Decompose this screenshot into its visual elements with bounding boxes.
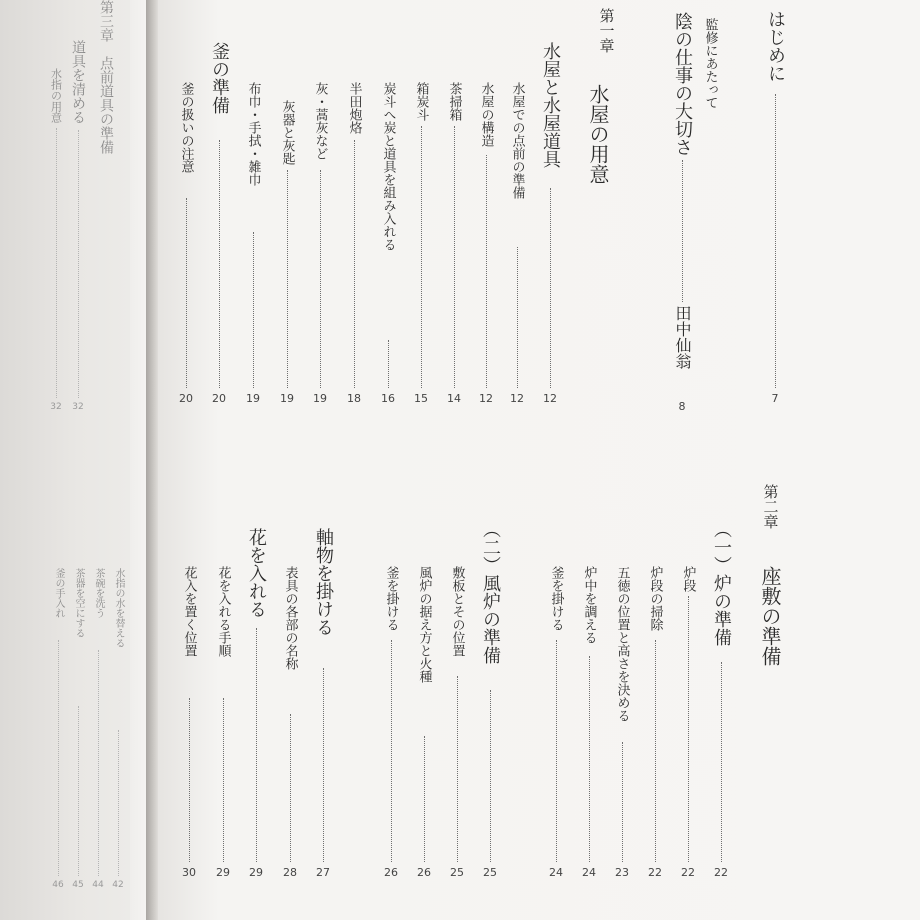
- dot-leader: [454, 126, 455, 388]
- toc-entry-title: 第二章: [761, 484, 780, 529]
- toc-entry-title: 釜を掛ける: [383, 566, 399, 631]
- dot-leader: [219, 140, 220, 388]
- left-toc-entry-title: 第三章 点前道具の準備: [98, 0, 114, 154]
- toc-page-number: 23: [615, 866, 629, 879]
- toc-entry-title: 釜の準備: [209, 42, 230, 114]
- toc-entry-title: 釜の扱いの注意: [178, 82, 194, 173]
- left-toc-entry-title: 茶碗を洗う: [93, 568, 104, 618]
- toc-entry-title: 半田炮烙: [346, 82, 362, 134]
- left-toc-entry-title: 釜の手入れ: [53, 568, 64, 618]
- dot-leader: [424, 736, 425, 862]
- toc-page-number: 27: [316, 866, 330, 879]
- toc-page-number: 19: [280, 392, 294, 405]
- dot-leader: [388, 340, 389, 388]
- dot-leader: [655, 640, 656, 862]
- toc-page-number: 26: [417, 866, 431, 879]
- dot-leader: [457, 676, 458, 862]
- toc-entry-title: はじめに: [765, 10, 786, 82]
- toc-page-number: 20: [212, 392, 226, 405]
- dot-leader: [323, 668, 324, 862]
- right-page: [158, 0, 920, 920]
- toc-entry-title: 花を入れる: [246, 528, 267, 618]
- toc-page-number: 18: [347, 392, 361, 405]
- toc-entry-title: 茶掃箱: [446, 82, 462, 121]
- toc-entry-title: 座敷の準備: [758, 566, 782, 666]
- left-toc-page-number: 42: [112, 880, 124, 890]
- dot-leader: [354, 140, 355, 388]
- toc-page-number: 15: [414, 392, 428, 405]
- toc-entry-title: 軸物を掛ける: [313, 528, 334, 636]
- toc-entry-title: 風炉の据え方と火種: [416, 566, 432, 683]
- toc-entry-title: 花を入れる手順: [215, 566, 231, 657]
- toc-entry-title: 炉段の掃除: [647, 566, 663, 631]
- toc-page-number: 19: [313, 392, 327, 405]
- toc-entry-title: （一）炉の準備: [711, 520, 732, 646]
- dot-leader: [775, 94, 776, 388]
- toc-entry-title: 敷板とその位置: [449, 566, 465, 657]
- dot-leader: [490, 690, 491, 862]
- dot-leader: [421, 126, 422, 388]
- toc-page-number: 22: [648, 866, 662, 879]
- toc-page-number: 22: [681, 866, 695, 879]
- dot-leader: [56, 128, 57, 398]
- toc-entry-title: 布巾・手拭・雑巾: [245, 82, 261, 186]
- dot-leader: [517, 247, 518, 388]
- toc-page-number: 28: [283, 866, 297, 879]
- dot-leader: [589, 656, 590, 862]
- left-toc-entry-title: 茶器を空にする: [73, 568, 84, 638]
- toc-entry-title: 陰の仕事の大切さ: [672, 12, 693, 156]
- toc-page-number: 24: [549, 866, 563, 879]
- toc-entry-title: 水屋での点前の準備: [509, 82, 525, 199]
- toc-page-number: 12: [510, 392, 524, 405]
- dot-leader: [682, 160, 683, 302]
- toc-entry-title: 釜を掛ける: [548, 566, 564, 631]
- left-toc-page-number: 32: [50, 402, 62, 412]
- dot-leader: [186, 198, 187, 388]
- toc-entry-title: 箱炭斗: [413, 82, 429, 121]
- toc-entry-title: 灰器と灰匙: [279, 100, 295, 165]
- left-page: [0, 0, 130, 920]
- toc-entry-title: 炭斗へ炭と道具を組み入れる: [380, 82, 396, 251]
- dot-leader: [78, 130, 79, 398]
- toc-entry-title: 水屋の構造: [478, 82, 494, 147]
- dot-leader: [391, 640, 392, 862]
- toc-page-number: 22: [714, 866, 728, 879]
- toc-entry-title: 花入を置く位置: [181, 566, 197, 657]
- dot-leader: [253, 232, 254, 388]
- dot-leader: [486, 155, 487, 388]
- toc-entry-title: 田中仙翁: [673, 305, 692, 369]
- left-toc-entry-title: 道具を清める: [70, 40, 86, 124]
- toc-page-number: 12: [543, 392, 557, 405]
- toc-page-number: 8: [678, 400, 686, 413]
- dot-leader: [320, 170, 321, 388]
- dot-leader: [550, 188, 551, 388]
- dot-leader: [58, 640, 59, 876]
- left-toc-entry-title: 水指の用意: [49, 68, 63, 123]
- dot-leader: [688, 596, 689, 862]
- toc-page-number: 12: [479, 392, 493, 405]
- left-toc-entry-title: 水指の水を替える: [113, 568, 124, 648]
- toc-page-number: 16: [381, 392, 395, 405]
- left-toc-page-number: 45: [72, 880, 84, 890]
- toc-entry-title: 第一章: [597, 8, 616, 53]
- toc-entry-title: （二）風炉の準備: [480, 520, 501, 664]
- dot-leader: [290, 714, 291, 862]
- toc-page-number: 26: [384, 866, 398, 879]
- toc-page-number: 29: [249, 866, 263, 879]
- toc-entry-title: 水屋と水屋道具: [540, 42, 561, 168]
- toc-entry-title: 炉段: [680, 566, 696, 592]
- dot-leader: [622, 742, 623, 862]
- dot-leader: [98, 650, 99, 876]
- dot-leader: [78, 706, 79, 876]
- dot-leader: [189, 698, 190, 862]
- toc-entry-title: 監修にあたって: [702, 18, 718, 109]
- toc-page-number: 14: [447, 392, 461, 405]
- toc-entry-title: 灰・蒿灰など: [312, 82, 328, 160]
- dot-leader: [556, 640, 557, 862]
- toc-page-number: 30: [182, 866, 196, 879]
- left-toc-page-number: 32: [72, 402, 84, 412]
- left-toc-page-number: 46: [52, 880, 64, 890]
- toc-page-number: 24: [582, 866, 596, 879]
- left-toc-page-number: 44: [92, 880, 104, 890]
- toc-entry-title: 水屋の用意: [586, 84, 610, 184]
- dot-leader: [223, 698, 224, 862]
- dot-leader: [287, 170, 288, 388]
- toc-page-number: 25: [483, 866, 497, 879]
- toc-entry-title: 表具の各部の名称: [282, 566, 298, 670]
- toc-page-number: 25: [450, 866, 464, 879]
- toc-entry-title: 五徳の位置と高さを決める: [614, 566, 630, 722]
- toc-page-number: 20: [179, 392, 193, 405]
- dot-leader: [256, 628, 257, 862]
- toc-entry-title: 炉中を調える: [581, 566, 597, 644]
- dot-leader: [721, 662, 722, 862]
- toc-page-number: 29: [216, 866, 230, 879]
- dot-leader: [118, 730, 119, 876]
- toc-page-number: 19: [246, 392, 260, 405]
- toc-page-number: 7: [771, 392, 779, 405]
